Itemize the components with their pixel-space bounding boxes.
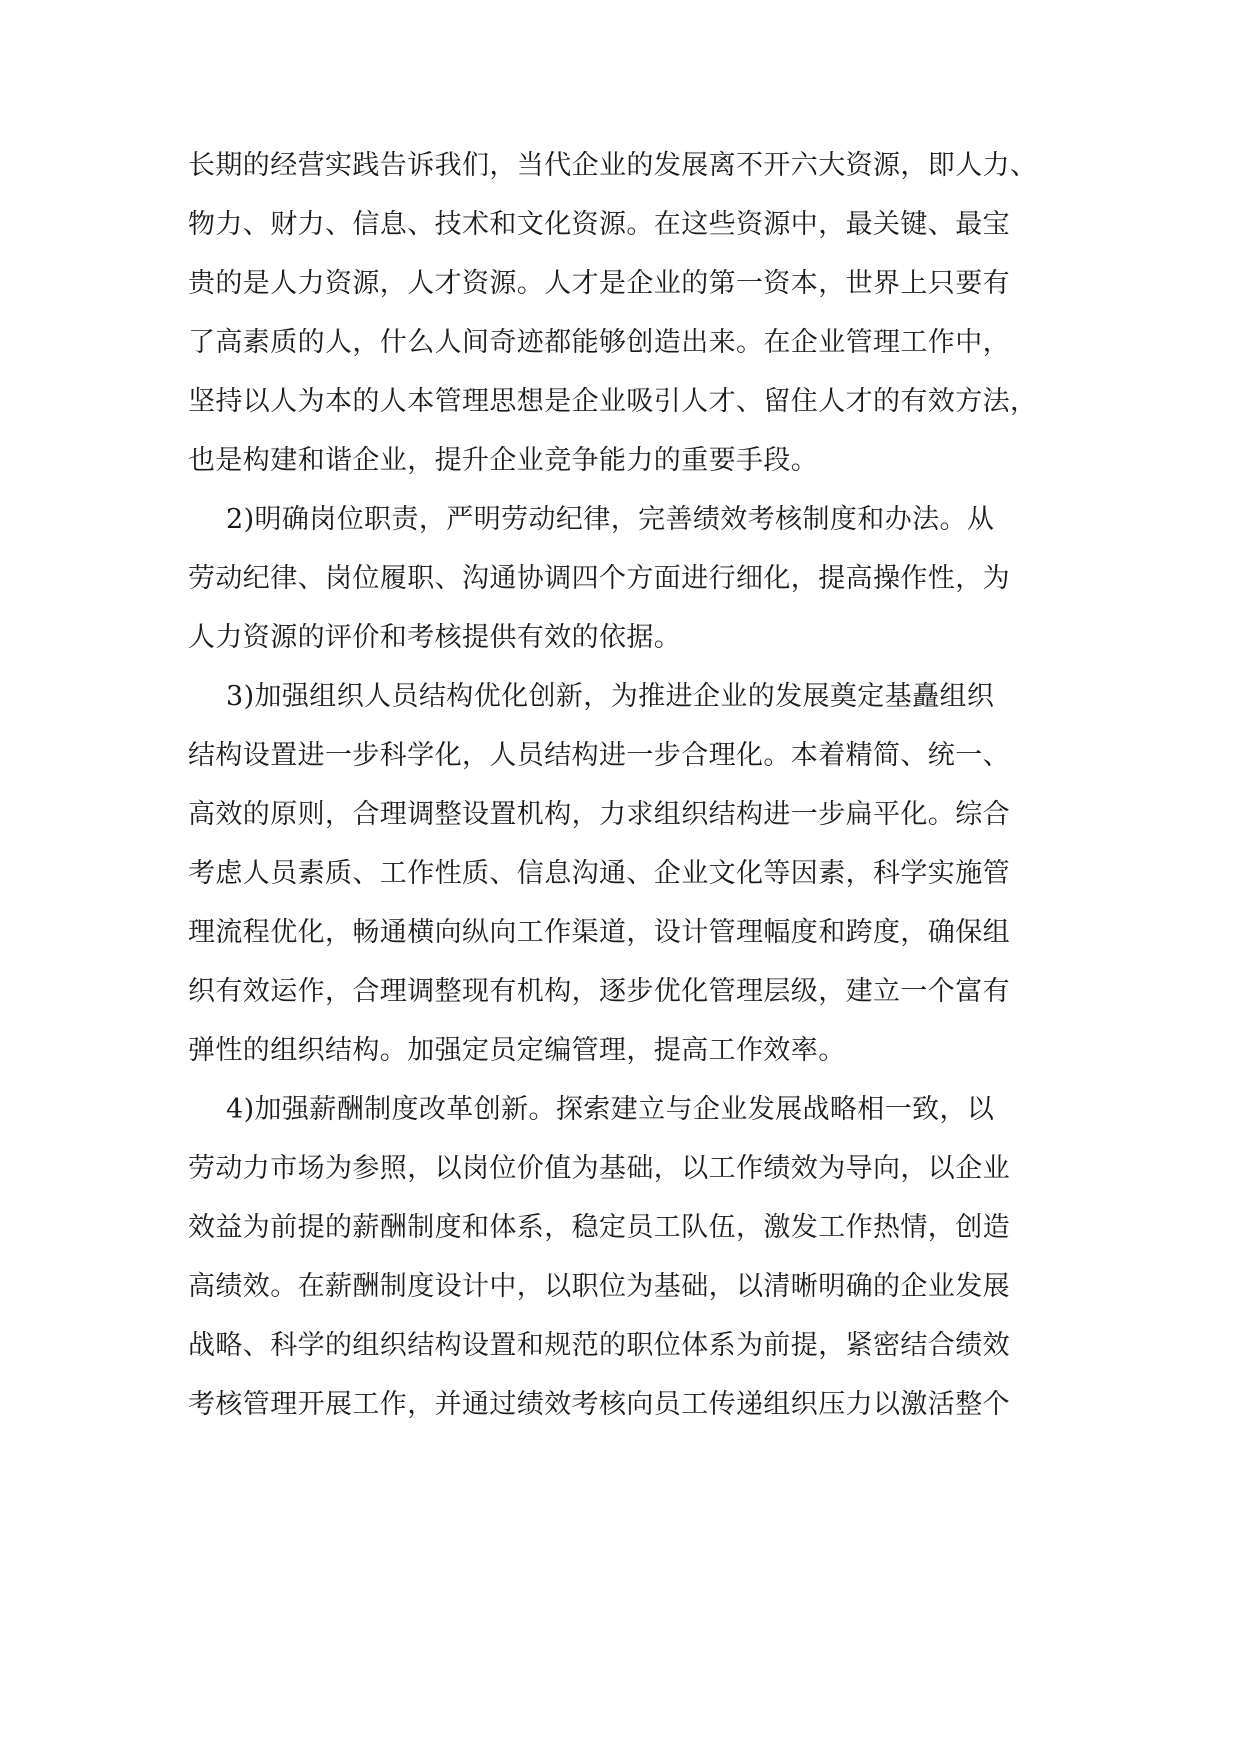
text-line: 考虑人员素质、工作性质、信息沟通、企业文化等因素，科学实施管 [188,858,1010,889]
text-line: 考核管理开展工作，并通过绩效考核向员工传递组织压力以激活整个 [188,1389,1010,1420]
text-line: 贵的是人力资源，人才资源。人才是企业的第一资本，世界上只要有 [188,268,1010,299]
text-line: 效益为前提的薪酬制度和体系，稳定员工队伍，激发工作热情，创造 [188,1212,1010,1243]
text-line: 了高素质的人，什么人间奇迹都能够创造出来。在企业管理工作中， [188,327,1010,358]
text-line: 物力、财力、信息、技术和文化资源。在这些资源中，最关键、最宝 [188,209,1010,240]
text-line: 也是构建和谐企业，提升企业竞争能力的重要手段。 [188,445,819,476]
text-line: 劳动纪律、岗位履职、沟通协调四个方面进行细化，提高操作性，为 [188,563,1010,594]
text-line: 战略、科学的组织结构设置和规范的职位体系为前提，紧密结合绩效 [188,1330,1010,1361]
text-line: 劳动力市场为参照，以岗位价值为基础，以工作绩效为导向，以企业 [188,1153,1010,1184]
text-line: 坚持以人为本的人本管理思想是企业吸引人才、留住人才的有效方法， [188,386,1038,417]
text-line: 高绩效。在薪酬制度设计中，以职位为基础，以清晰明确的企业发展 [188,1271,1010,1302]
text-line: 结构设置进一步科学化，人员结构进一步合理化。本着精简、统一、 [188,740,1010,771]
text-line: 2)明确岗位职责，严明劳动纪律，完善绩效考核制度和办法。从 [226,504,995,535]
text-line: 长期的经营实践告诉我们，当代企业的发展离不开六大资源，即人力、 [188,150,1038,181]
text-line: 织有效运作，合理调整现有机构，逐步优化管理层级，建立一个富有 [188,976,1010,1007]
text-line: 人力资源的评价和考核提供有效的依据。 [188,622,682,653]
text-line: 3)加强组织人员结构优化创新，为推进企业的发展奠定基矗组织 [226,681,995,712]
text-line: 4)加强薪酬制度改革创新。探索建立与企业发展战略相一致，以 [226,1094,995,1125]
text-line: 理流程优化，畅通横向纵向工作渠道，设计管理幅度和跨度，确保组 [188,917,1010,948]
text-line: 弹性的组织结构。加强定员定编管理，提高工作效率。 [188,1035,846,1066]
text-line: 高效的原则，合理调整设置机构，力求组织结构进一步扁平化。综合 [188,799,1010,830]
